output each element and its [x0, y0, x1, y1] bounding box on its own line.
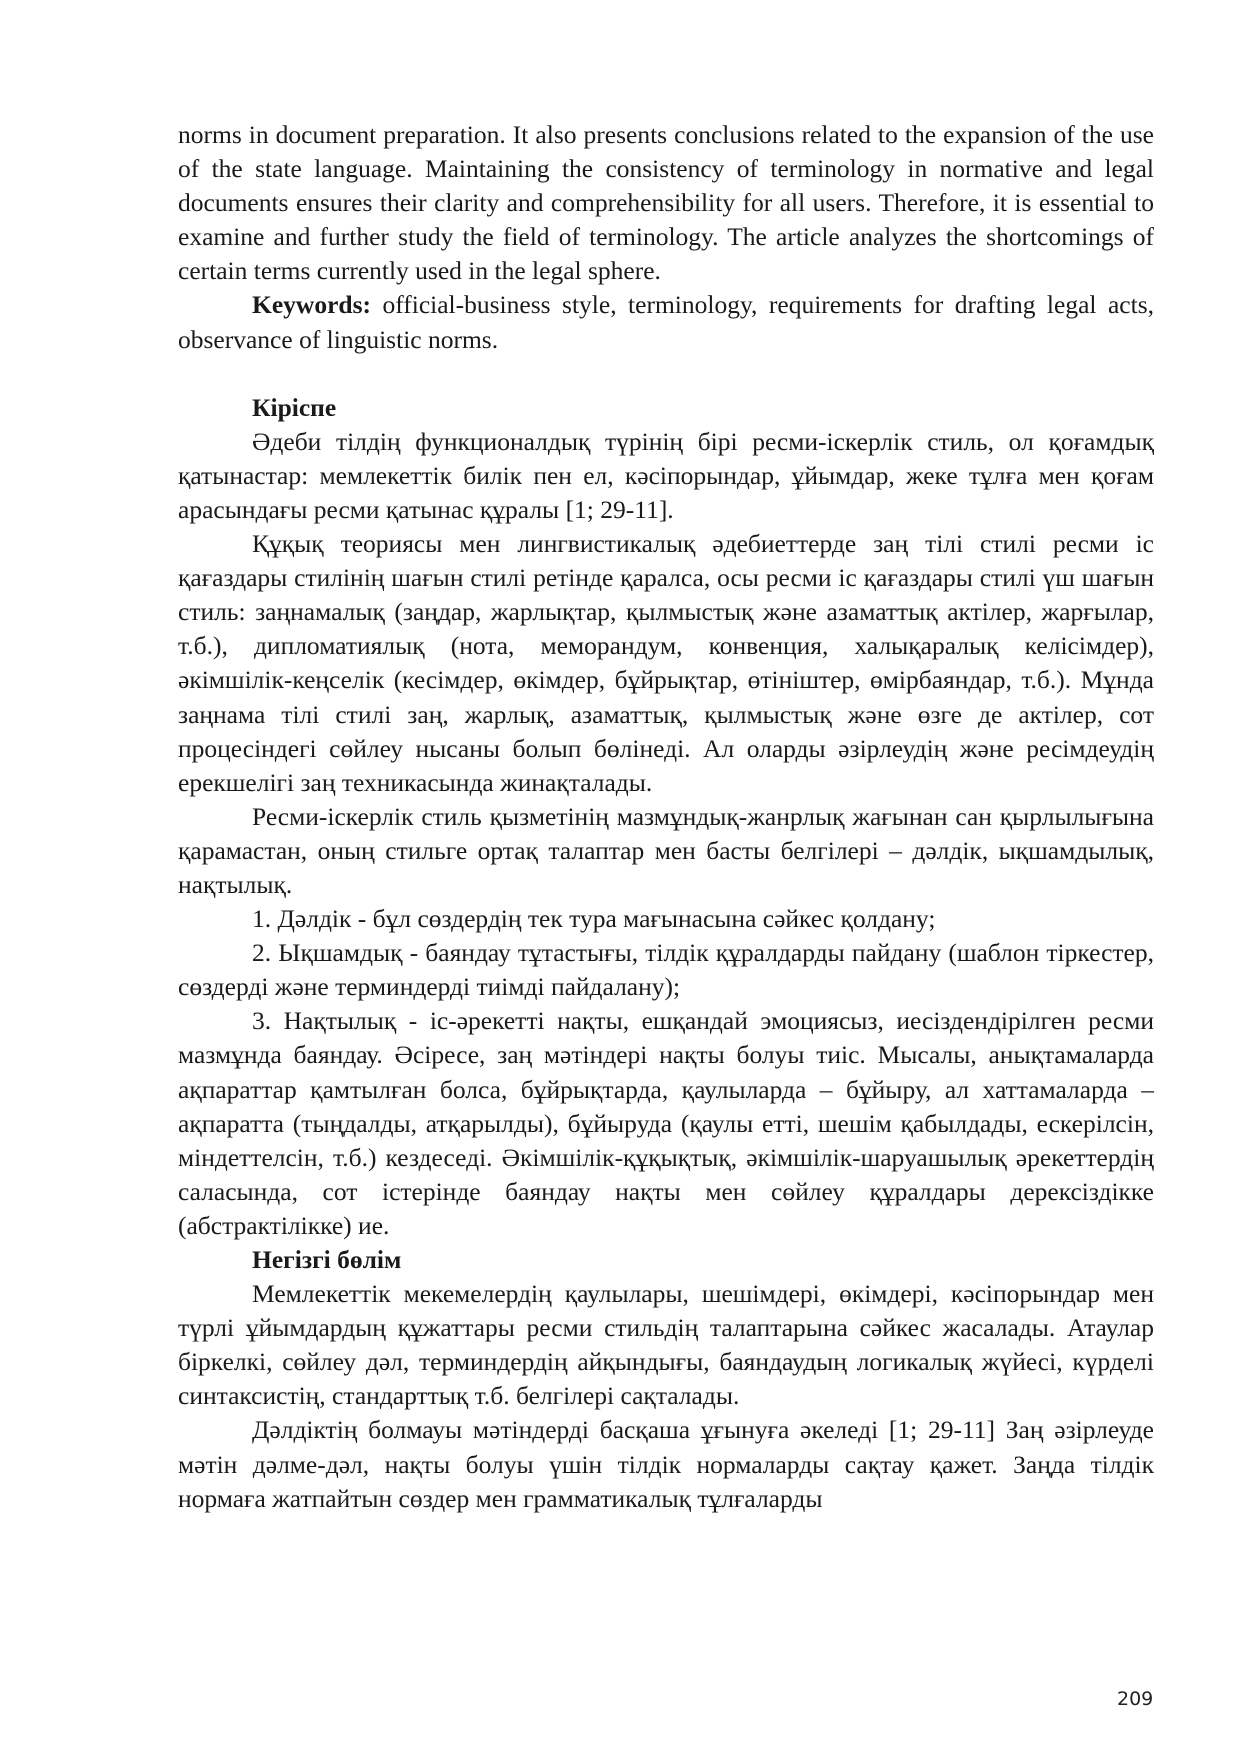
keywords-label: Keywords:	[252, 290, 371, 320]
list-item: 3. Нақтылық - іс-әрекетті нақты, ешқандай эмоциясыз, иесіздендірілген ресми мазмұнда баяндау. Әсіресе, заң мәтіндері нақты болуы тиіс. Мысалы, анықтамаларда ақпараттар қамтылған болса, бұйрықтарда, қаулыларда – бұйыру, ал хаттамаларда – ақпаратта (тыңдалды, атқарылды), бұйыруда (қаулы етті, шешім қабылдады, ескерілсін, міндеттелсін, т.б.) кездеседі. Әкімшілік-құқықтық, әкімшілік-шаруашылық әрекеттердің саласында, сот істерінде баяндау нақты мен сөйлеу құралдары дерексіздікке (абстрактілікке) ие.	[178, 1006, 1154, 1240]
body-paragraph: Ресми-іскерлік стиль қызметінің мазмұндық-жанрлық жағынан сан қырлылығына қарамастан, оның стильге ортақ талаптар мен басты белгілері – дәлдік, ықшамдылық, нақтылық.	[178, 801, 1154, 899]
list-item: 2. Ықшамдық - баяндау тұтастығы, тілдік құралдарды пайдану (шаблон тіркестер, сөздерді және терминдерді тиімді пайдалану);	[178, 938, 1154, 1002]
section-heading-main-body: Негізгі бөлім	[252, 1245, 402, 1274]
section-spacer	[178, 357, 1154, 391]
abstract-paragraph: norms in document preparation. It also presents conclusions related to the expansion of the use of the state language. Maintaining the consistency of terminology in normative and legal documents ensures their clarity and comprehensibility for all users. Therefore, it is essential to examine and further study the field of terminology. The article analyzes the shortcomings of certain terms currently used in the legal sphere.	[178, 120, 1154, 286]
body-paragraph: Дәлдіктің болмауы мәтіндерді басқаша ұғынуға әкеледі [1; 29-11] Заң әзірлеуде мәтін дәлме-дәл, нақты болуы үшін тілдік нормаларды сақтау қажет. Заңда тілдік нормаға жатпайтын сөздер мен грамматикалық тұлғаларды	[178, 1415, 1154, 1513]
document-page	[178, 118, 1154, 1516]
section-heading-introduction: Кіріспе	[252, 392, 337, 422]
list-item: 1. Дәлдік - бұл сөздердің тек тура мағынасына сәйкес қолдану;	[252, 904, 936, 934]
body-paragraph: Мемлекеттік мекемелердің қаулылары, шешімдері, өкімдері, кәсіпорындар мен түрлі ұйымдардың құжаттары ресми стильдің талаптарына сәйкес жасалады. Атаулар біркелкі, сөйлеу дәл, терминдердің айқындығы, баяндаудың логикалық жүйесі, күрделі синтаксистің, стандарттық т.б. белгілері сақталады.	[178, 1279, 1154, 1411]
page-number: 209	[1117, 1688, 1154, 1710]
body-paragraph: Құқық теориясы мен лингвистикалық әдебиеттерде заң тілі стилі ресми іс қағаздары стилінің шағын стилі ретінде қаралса, осы ресми іс қағаздары стилі үш шағын стиль: заңнамалық (заңдар, жарлықтар, қылмыстық және азаматтық актілер, жарғылар, т.б.), дипломатиялық (нота, меморандум, конвенция, халықаралық келісімдер), әкімшілік-кеңселік (кесімдер, өкімдер, бұйрықтар, өтініштер, өмірбаяндар, т.б.). Мұнда заңнама тілі стилі заң, жарлық, азаматтық, қылмыстық және өзге де актілер, сот процесіндегі сөйлеу нысаны болып бөлінеді. Ал оларды әзірлеудің және ресімдеудің ерекшелігі заң техникасында жинақталады.	[178, 529, 1154, 797]
keywords-paragraph	[178, 288, 1154, 356]
keywords-text: official-business style, terminology, requirements for drafting legal acts, observance of linguistic norms.	[178, 290, 1154, 354]
body-paragraph: Әдеби тілдің функционалдық түрінің бірі ресми-іскерлік стиль, ол қоғамдық қатынастар: мемлекеттік билік пен ел, кәсіпорындар, ұйымдар, жеке тұлға мен қоғам арасындағы ресми қатынас құралы [1; 29-11].	[178, 426, 1154, 524]
